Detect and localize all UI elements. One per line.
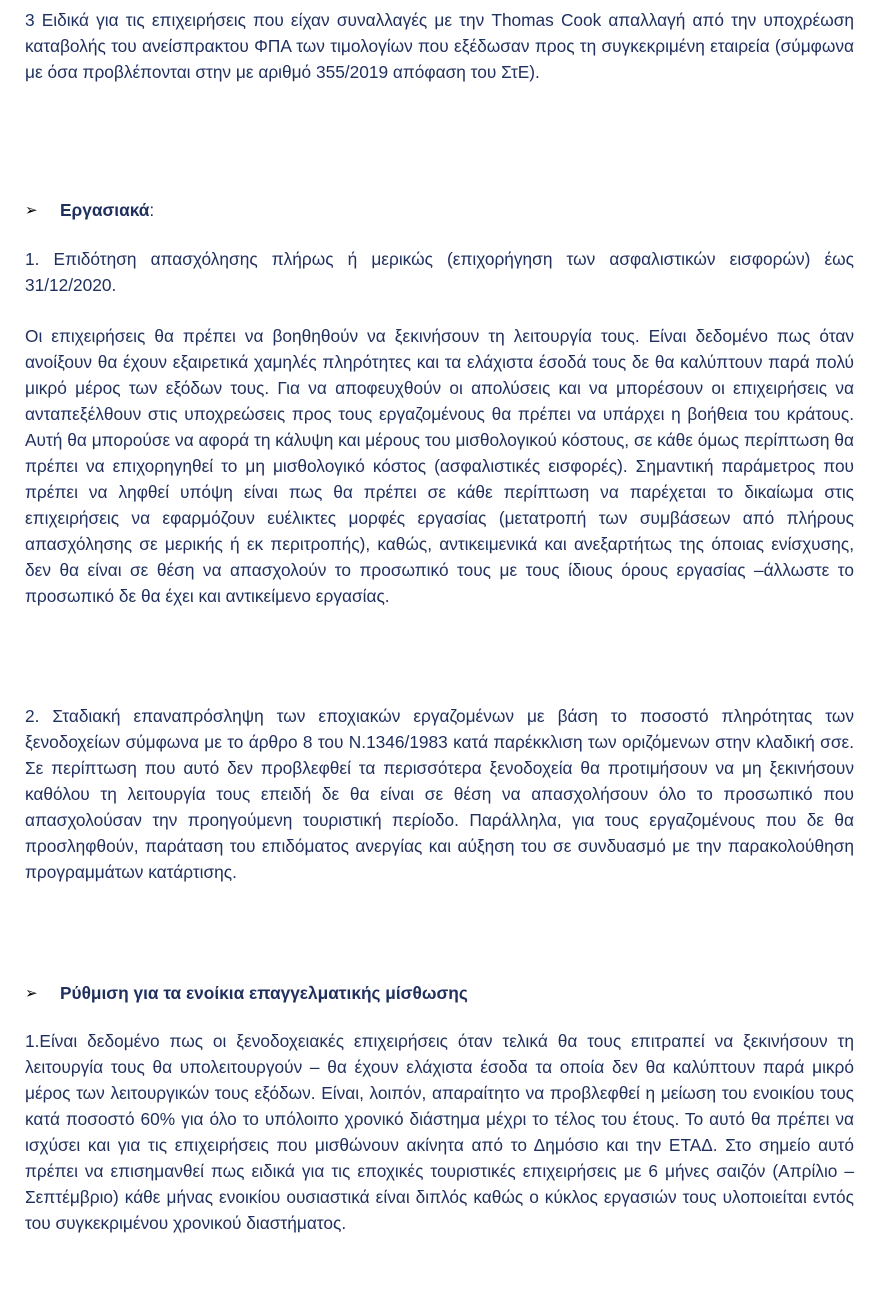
paragraph-employment-subsidy: 1. Επιδότηση απασχόλησης πλήρως ή μερικώς (επιχορήγηση των ασφαλιστικών εισφορών) έως 31/12/2020. xyxy=(25,249,854,295)
heading-text-labour: Εργασιακά xyxy=(60,200,150,220)
paragraph-seasonal-rehiring: 2. Σταδιακή επαναπρόσληψη των εποχιακών εργαζομένων με βάση το ποσοστό πληρότητας των ξενοδοχείων σύμφωνα με το άρθρο 8 του Ν.1346/1983 κατά παρέκκλιση των οριζόμενων στην κλαδική σσε. Σε περίπτωση που αυτό δεν προβλεφθεί τα περισσότερα ξενοδοχεία θα προτιμήσουν να μη ξεκινήσουν καθόλου τη λειτουργία τους επειδή δε θα είναι σε θέση να απασχολήσουν όλο το προσωπικό που απασχολούσαν την προηγούμενη τουριστική περίοδο. Παράλληλα, για τους εργαζομένους που δε θα προσληφθούν, παράταση του επιδόματος ανεργίας και αύξηση του σε συνδυασμό με την παρακολούθηση προγραμμάτων κατάρτισης. xyxy=(25,706,854,882)
paragraph-rent-reduction: 1.Είναι δεδομένο πως οι ξενοδοχειακές επιχειρήσεις όταν τελικά θα τους επιτραπεί να ξεκινήσουν τη λειτουργία τους θα υπολειτουργούν – θα έχουν ελάχιστα έσοδα τα οποία δεν θα καλύπτουν παρά μικρό μέρος των λειτουργικών τους εξόδων. Είναι, λοιπόν, απαραίτητο να προβλεφθεί η μείωση του ενοικίου τους κατά ποσοστό 60% για όλο το υπόλοιπο χρονικό διάστημα μέχρι το τέλος του έτους. Το αυτό θα πρέπει να ισχύσει και για τις επιχειρήσεις που μισθώνουν ακίνητα από το Δημόσιο και την ΕΤΑΔ. Στο σημείο αυτό πρέπει να επισημανθεί πως ειδικά για τις εποχικές τουριστικές επιχειρήσεις με 6 μήνες σαιζόν (Απρίλιο – Σεπτέμβριο) κάθε μήνας ενοικίου ουσιαστικά είναι διπλός καθώς ο κύκλος εργασιών τους υλοποιείται εντός του συγκεκριμένου χρονικού διαστήματος. xyxy=(25,1031,854,1233)
section-heading-labour xyxy=(25,197,854,223)
arrow-bullet-icon: ➢ xyxy=(25,201,38,219)
paragraph-thomas-cook-vat: 3 Ειδικά για τις επιχειρήσεις που είχαν συναλλαγές με την Thomas Cook απαλλαγή από την υποχρέωση καταβολής του ανείσπρακτου ΦΠΑ των τιμολογίων που εξέδωσαν προς τη συγκεκριμένη εταιρεία (σύμφωνα με όσα προβλέπονται στην με αριθμό 355/2019 απόφαση του ΣτΕ). xyxy=(25,10,854,82)
heading-colon: : xyxy=(149,200,155,220)
paragraph-business-support: Οι επιχειρήσεις θα πρέπει να βοηθηθούν να ξεκινήσουν τη λειτουργία τους. Είναι δεδομένο πως όταν ανοίξουν θα έχουν εξαιρετικά χαμηλές πληρότητες και τα ελάχιστα έσοδά τους δε θα καλύπτουν παρά πολύ μικρό μέρος των εξόδων τους. Για να αποφευχθούν οι απολύσεις και να μπορέσουν οι επιχειρήσεις να ανταπεξέλθουν στις υποχρεώσεις προς τους εργαζομένους θα πρέπει να υπάρχει η βοήθεια του κράτους. Αυτή θα μπορούσε να αφορά τη κάλυψη και μέρους του μισθολογικού κόστους, σε κάθε όμως περίπτωση θα πρέπει να επιχορηγηθεί το μη μισθολογικό κόστος (ασφαλιστικές εισφορές). Σημαντική παράμετρος που πρέπει να ληφθεί υπόψη είναι πως θα πρέπει σε κάθε περίπτωση να παρέχεται το δικαίωμα στις επιχειρήσεις να εφαρμόζουν ευέλικτες μορφές εργασίας (μετατροπή των συμβάσεων από πλήρους απασχόλησης σε μερικής ή εκ περιτροπής), καθώς, αντικειμενικά και ανεξαρτήτως της όποιας ενίσχυσης, δεν θα είναι σε θέση να απασχολούν το προσωπικό τους με τους ίδιους όρους εργασίας –άλλωστε το προσωπικό δε θα έχει και αντικείμενο εργασίας. xyxy=(25,326,854,606)
section-heading-rent xyxy=(25,980,854,1006)
arrow-bullet-icon: ➢ xyxy=(25,984,38,1002)
heading-text-rent: Ρύθμιση για τα ενοίκια επαγγελματικής μίσθωσης xyxy=(60,983,468,1003)
